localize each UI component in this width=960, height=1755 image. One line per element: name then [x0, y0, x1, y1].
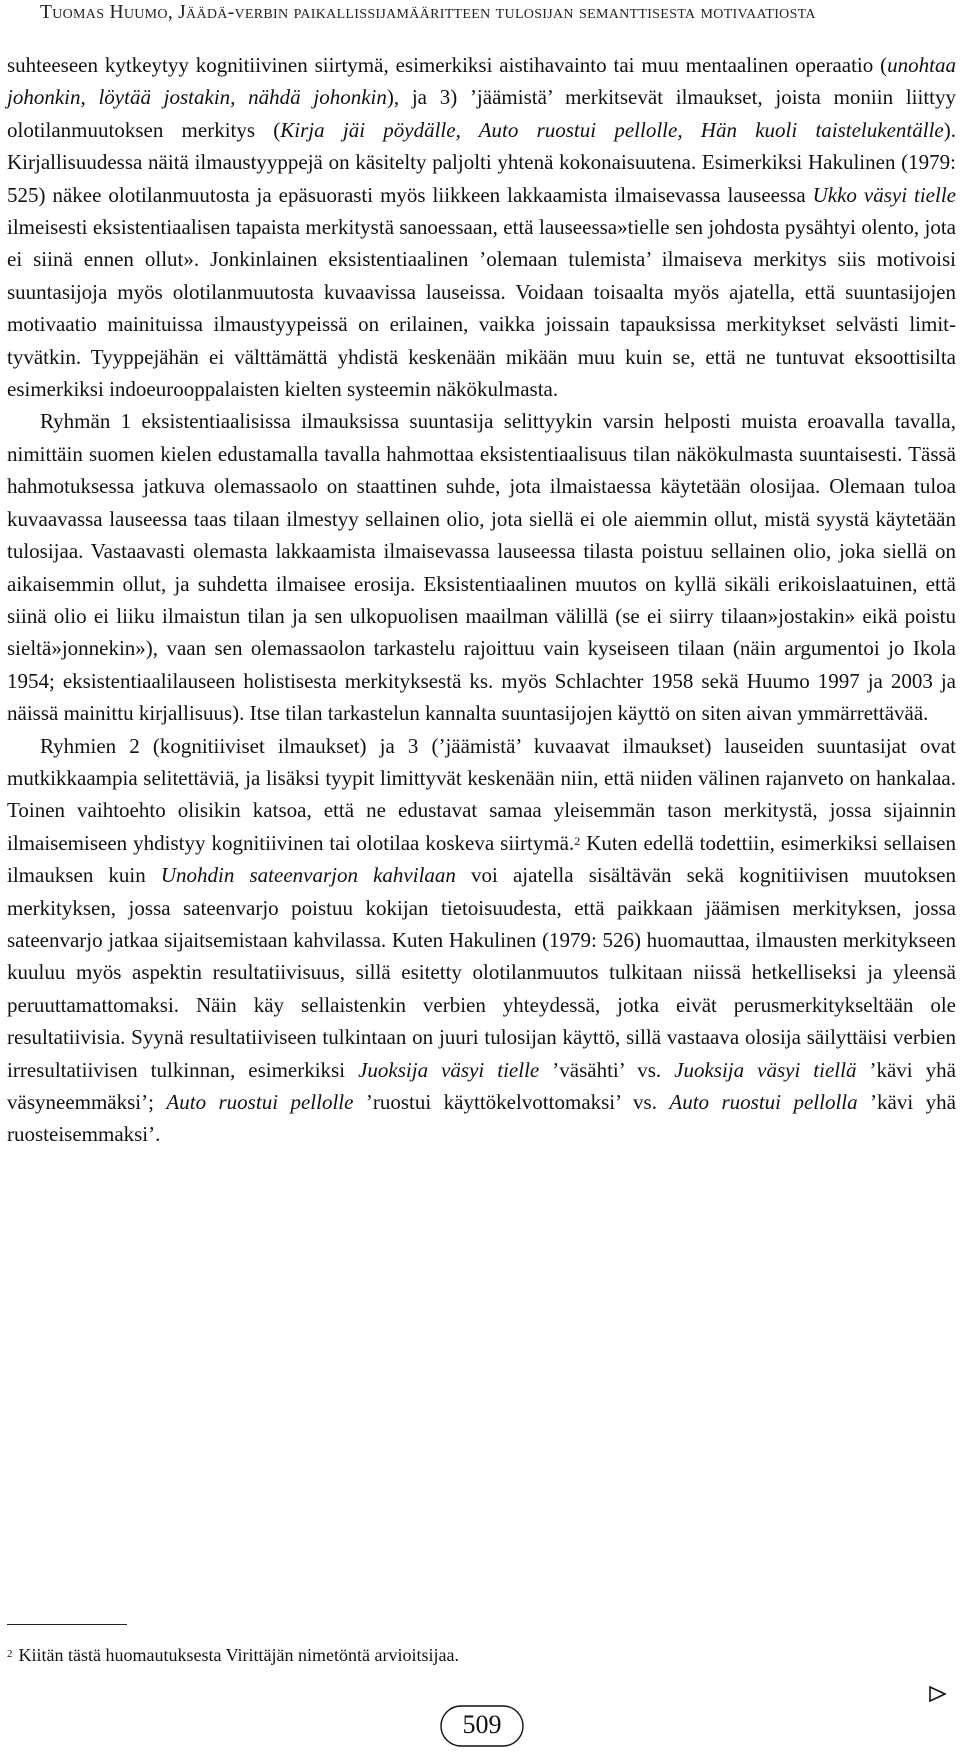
footnote-number: 2	[7, 1648, 13, 1660]
text-run: voi ajatella sisältävän sekä kognitiivisen muutoksen merkityksen, jossa sateenvarjo poistuu kokijan tietoisuudesta, että paikkaan jäämisen merkityksen, jossa sateenvarjo jatkaa sijaitsemistaan kahvilassa. Kuten Hakulinen (1979: 526) huomauttaa, ilmausten merkitykseen kuuluu myös aspektin resultatiivisuus, sillä esitetty olotilanmuutos tulkitaan niissä hetkelliseksi ja yleensä peruuttamattomaksi. Näin käy sellaistenkin verbien yhteydessä, jotka eivät perusmerkitykseltään ole resultatiivisia. Syynä resultatiiviseen tulkintaan on juuri tulosijan käyttö, sillä vastaava olosija säilyttäisi verbien irresultatiivisen tulkinnan, esimerkiksi	[7, 863, 956, 1082]
paragraph	[7, 730, 956, 1151]
footnote-text: Kiitän tästä huomautuksesta Virittäjän nimetöntä arvioitsijaa.	[18, 1645, 459, 1665]
text-run: ilmeisesti eksistentiaalisen tapaista merkitystä sanoessaan, että lauseessa»tielle sen johdosta pysähtyi olento, jota ei siinä ennen ollut». Jonkinlainen eksistentiaalinen ’olemaan tulemista’ ilmaiseva merkitys siis motivoisi suuntasijoja myös olotilanmuutosta kuvaavissa lauseissa. Voidaan toisaalta myös ajatella, että suuntasijojen motivaatio mainituissa ilmaustyypeissä on erilainen, vaikka joissain tapauksissa merkitykset selvästi limittyvätkin. Tyyppejähän ei välttämättä yhdistä keskenään mikään muu kuin se, että ne tuntuvat eksoottisilta esimerkiksi indoeurooppalaisten kielten systeemin näkökulmasta.	[7, 215, 956, 402]
text-run: Ryhmien 2 (kognitiiviset ilmaukset) ja 3 (’jäämistä’ kuvaavat ilmaukset) lauseiden suuntasijat ovat mutkikkaampia selitettäviä, ja lisäksi tyypit limittyvät keskenään niin, että niiden välinen rajanveto on hankalaa. Toinen vaihtoehto olisikin katsoa, että ne edustavat samaa yleisemmän tason merkitystä, jossa sijainnin ilmaisemiseen yhdistyy kognitiivinen tai olotilaa koskeva siirtymä.	[7, 733, 956, 855]
text-run: ). Kirjallisuudessa näitä ilmaustyyppejä on käsitelty paljolti yhtenä kokonaisuutena. Esimerkiksi Hakulinen (1979: 525) näkee olotilanmuutosta ja epäsuorasti myös liikkeen lakkaamista ilmaisevassa lauseessa	[7, 117, 956, 207]
text-run: ’kävi yhä ruosteisemmaksi’.	[7, 1090, 956, 1147]
footnote-separator	[7, 1624, 127, 1625]
footnote	[7, 1643, 907, 1667]
paragraph	[7, 49, 956, 405]
italic-example: Auto ruostui pellolla	[669, 1090, 858, 1114]
text-run: Ryhmän 1 eksistentiaalisissa ilmauksissa suuntasija selittyykin varsin helposti muista eroavalla tavalla, nimittäin suomen kielen edustamalla tavalla hahmottaa eksistentiaalisuus tilan näkökulmasta suuntaisesti. Tässä hahmotuksessa jatkuva olemassaolo on staattinen suhde, jota ilmaistaessa käytetään olosijaa. Olemaan tuloa kuvaavassa lauseessa taas tilaan ilmestyy sellainen olio, jota siellä ei ole aiemmin ollut, mistä syystä käytetään tulosijaa. Vastaavasti olemasta lakkaamista ilmaisevassa lauseessa tilasta poistuu sellainen olio, joka siellä on aikaisemmin ollut, ja suhdetta ilmaisee erosija. Eksistentiaalinen muutos on kyllä sikäli erikoislaatuinen, että siinä olio ei liiku ilmaistun tilan ja sen ulkopuolisen maailman välillä (se ei siirry tilaan»jostakin» eikä poistu sieltä»jonnekin»), vaan sen olemassaolon tarkastelu rajoittuu vain kyseiseen tilaan (näin argumentoi jo Ikola 1954; eksistentiaalilauseen holistisesta merkityksestä ks. myös Schlachter 1958 sekä Huumo 1997 ja 2003 ja näissä mainittu kirjallisuus). Itse tilan tarkastelun kannalta suuntasijojen käyttö on siten aivan ymmärrettävää.	[7, 409, 956, 726]
italic-example: Kirja jäi pöydälle, Auto ruostui pellolle, Hän kuoli taistelukentälle	[280, 117, 944, 142]
running-header: Tuomas Huumo, Jäädä-verbin paikallissijamääritteen tulosijan semanttisesta motivaatiosta	[40, 2, 816, 23]
italic-example: Unohdin sateenvarjon kahvilaan	[160, 863, 456, 888]
text-run: ), ja 3) ’jäämistä’ merkitsevät ilmaukset, joista moniin liittyy olotilanmuutoksen merkitys (	[7, 85, 956, 142]
italic-example: Juoksija väsyi tielle	[358, 1057, 540, 1082]
text-run: ’kävi yhä väsyneemmäksi’;	[7, 1057, 956, 1114]
triangle-right-icon	[927, 1683, 949, 1705]
text-run: ’väsähti’ vs.	[539, 1057, 675, 1082]
text-run: Kuten edellä todettiin, esimerkiksi sellaisen ilmauksen kuin	[7, 830, 957, 888]
article-body	[7, 49, 956, 1151]
page-number-text: 509	[462, 1710, 502, 1739]
text-run: ’ruostui käyttökelvottomaksi’ vs.	[353, 1090, 670, 1114]
italic-example: unohtaa johonkin, löytää jostakin, nähdä johonkin	[7, 53, 956, 110]
italic-example: Ukko väsyi tielle	[812, 182, 956, 207]
paragraph	[7, 405, 956, 729]
italic-example: Juoksija väsyi tiellä	[674, 1057, 857, 1082]
page-number	[440, 1705, 524, 1747]
italic-example: Auto ruostui pellolle	[166, 1090, 354, 1114]
footnote-reference: 2	[574, 833, 581, 848]
text-run: suhteeseen kytkeytyy kognitiivinen siirtymä, esimerkiksi aistihavainto tai muu mentaalinen operaatio (	[7, 53, 888, 77]
